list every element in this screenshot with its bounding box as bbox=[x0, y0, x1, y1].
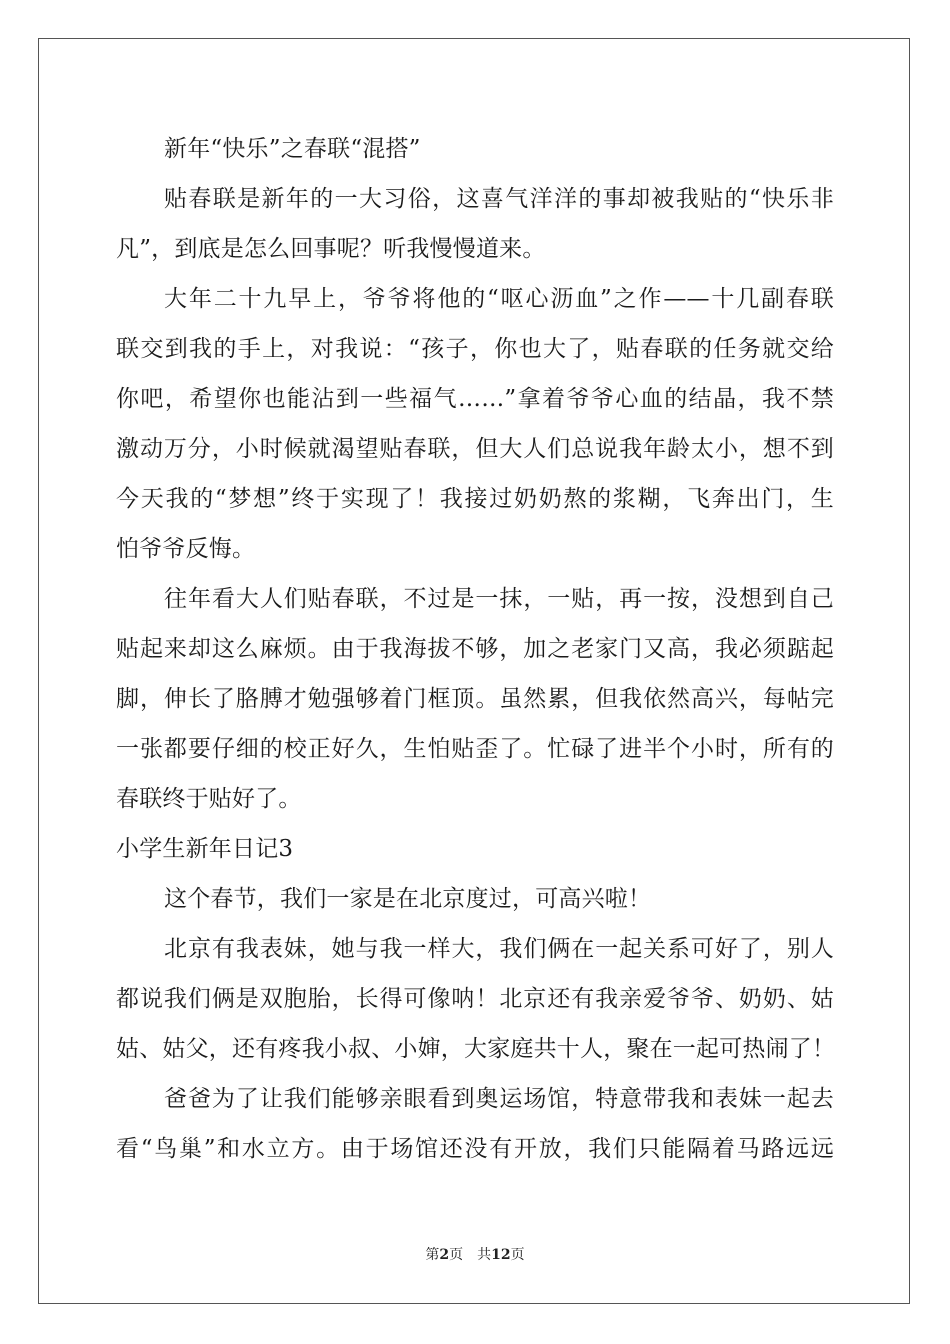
total-suffix: 页 bbox=[510, 1247, 525, 1263]
paragraph-line: 往年看大人们贴春联，不过是一抹，一贴，再一按，没想到自己 bbox=[164, 586, 834, 612]
paragraph-line: 看“鸟巢”和水立方。由于场馆还没有开放，我们只能隔着马路远远 bbox=[116, 1136, 834, 1162]
paragraph-line: 凡”，到底是怎么回事呢？听我慢慢道来。 bbox=[116, 236, 546, 262]
section-heading: 新年“快乐”之春联“混搭” bbox=[164, 136, 421, 162]
paragraph-line: 这个春节，我们一家是在北京度过，可高兴啦！ bbox=[164, 886, 652, 912]
paragraph-line: 大年二十九早上，爷爷将他的“呕心沥血”之作——十几副春联 bbox=[164, 286, 834, 312]
paragraph-line: 你吧，希望你也能沾到一些福气……”拿着爷爷心血的结晶，我不禁 bbox=[116, 386, 834, 412]
page-number: 2 bbox=[439, 1247, 450, 1263]
paragraph-line: 爸爸为了让我们能够亲眼看到奥运场馆，特意带我和表妹一起去 bbox=[164, 1086, 834, 1112]
paragraph-line: 都说我们俩是双胞胎，长得可像呐！北京还有我亲爱爷爷、奶奶、姑 bbox=[116, 986, 834, 1012]
paragraph-line: 联交到我的手上，对我说：“孩子，你也大了，贴春联的任务就交给 bbox=[116, 336, 834, 362]
paragraph-line: 激动万分，小时候就渴望贴春联，但大人们总说我年龄太小，想不到 bbox=[116, 436, 834, 462]
paragraph-line: 怕爷爷反悔。 bbox=[116, 536, 256, 562]
paragraph-line: 贴起来却这么麻烦。由于我海拔不够，加之老家门又高，我必须踮起 bbox=[116, 636, 834, 662]
paragraph-line: 春联终于贴好了。 bbox=[116, 786, 302, 812]
paragraph-line: 今天我的“梦想”终于实现了！我接过奶奶熬的浆糊，飞奔出门，生 bbox=[116, 486, 834, 512]
page-prefix: 第 bbox=[425, 1247, 440, 1263]
total-prefix: 共 bbox=[477, 1247, 492, 1263]
page-footer bbox=[0, 1246, 950, 1264]
paragraph-line: 贴春联是新年的一大习俗，这喜气洋洋的事却被我贴的“快乐非 bbox=[164, 186, 834, 212]
diary-title: 小学生新年日记3 bbox=[116, 836, 294, 862]
paragraph-line: 北京有我表妹，她与我一样大，我们俩在一起关系可好了，别人 bbox=[164, 936, 834, 962]
page-suffix: 页 bbox=[449, 1247, 464, 1263]
document-body bbox=[116, 124, 834, 1174]
paragraph-line: 脚，伸长了胳膊才勉强够着门框顶。虽然累，但我依然高兴，每帖完 bbox=[116, 686, 834, 712]
paragraph-line: 姑、姑父，还有疼我小叔、小婶，大家庭共十人，聚在一起可热闹了！ bbox=[116, 1036, 836, 1062]
total-pages: 12 bbox=[491, 1247, 511, 1263]
paragraph-line: 一张都要仔细的校正好久，生怕贴歪了。忙碌了进半个小时，所有的 bbox=[116, 736, 834, 762]
